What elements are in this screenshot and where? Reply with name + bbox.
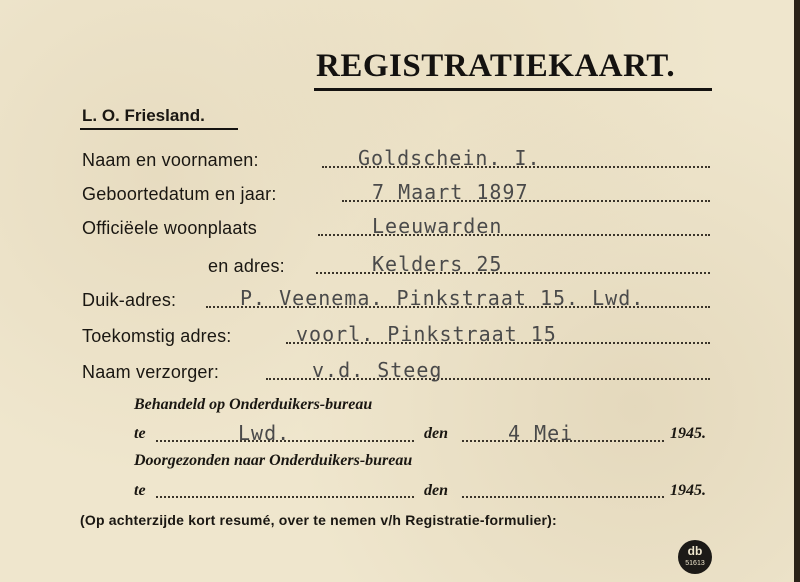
processed-den-label: den [424, 425, 448, 442]
processed-heading: Behandeld op Onderduikers-bureau [134, 396, 373, 413]
forwarded-heading: Doorgezonden naar Onderduikers-bureau [134, 452, 413, 469]
caretaker-label: Naam verzorger: [82, 362, 220, 382]
organisation-underline [80, 128, 238, 130]
birthdate-label: Geboortedatum en jaar: [82, 184, 277, 204]
forwarded-place-line [156, 496, 414, 498]
footer-note: (Op achterzijde kort resumé, over te nemen v/h Registratie-formulier): [80, 512, 557, 528]
processed-date-value: 4 Mei [508, 421, 574, 445]
birthdate-value: 7 Maart 1897 [372, 180, 529, 204]
organisation-name: L. O. Friesland. [82, 106, 205, 125]
card-title: REGISTRATIEKAART. [316, 48, 676, 84]
stamp-bottom-text: 51613 [685, 560, 705, 567]
forwarded-den-label: den [424, 482, 448, 499]
hiding-address-value: P. Veenema. Pinkstraat 15. Lwd. [240, 286, 645, 310]
address-label: en adres: [208, 256, 285, 276]
name-label: Naam en voornamen: [82, 150, 259, 170]
printer-stamp [678, 540, 712, 574]
stamp-top-text: db [687, 544, 703, 558]
forwarded-year: 1945. [670, 482, 706, 499]
future-address-value: voorl. Pinkstraat 15 [296, 322, 557, 346]
title-underline [314, 88, 712, 91]
future-address-label: Toekomstig adres: [82, 326, 232, 346]
caretaker-value: v.d. Steeg [312, 358, 443, 382]
address-value: Kelders 25 [372, 252, 503, 276]
forwarded-te-label: te [134, 482, 146, 499]
forwarded-date-line [462, 496, 664, 498]
processed-te-label: te [134, 425, 146, 442]
processed-year: 1945. [670, 425, 706, 442]
name-value: Goldschein. I. [358, 146, 541, 170]
hiding-address-label: Duik-adres: [82, 290, 177, 310]
processed-place-value: Lwd. [238, 421, 291, 445]
residence-value: Leeuwarden [372, 214, 503, 238]
residence-label: Officiëele woonplaats [82, 218, 257, 238]
